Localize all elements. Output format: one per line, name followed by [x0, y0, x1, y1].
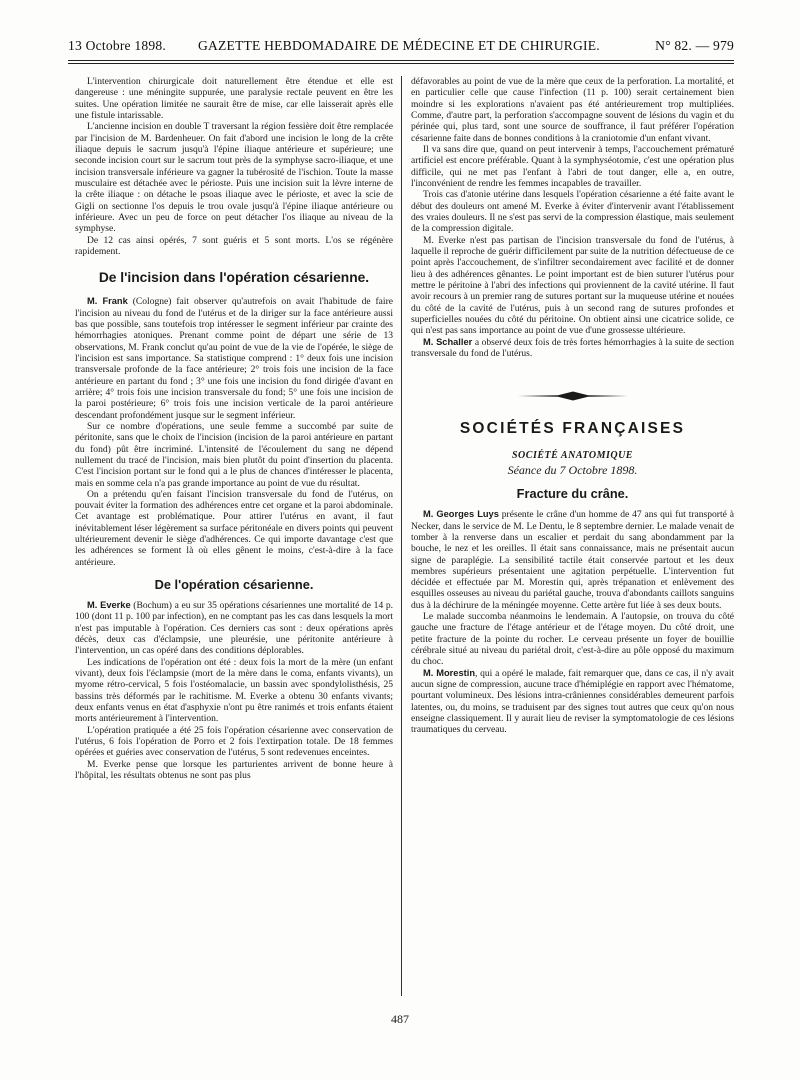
society-name: SOCIÉTÉ ANATOMIQUE: [512, 449, 633, 461]
paragraph-schaller: [411, 337, 734, 360]
author-name: M. Everke: [87, 600, 131, 611]
author-name: M. Georges Luys: [423, 509, 499, 520]
section-title-societes: SOCIÉTÉS FRANÇAISES: [459, 420, 686, 438]
section-heading-fracture: Fracture du crâne.: [516, 486, 629, 502]
paragraph: Le malade succomba néanmoins le lendemain. A l'autopsie, on trouva du côté gauche une fracture de l'étage antérieur et de l'étage moyen. Du côté droit, une petite fracture de la pointe du rocher. Le cerveau présente un foyer de bouillie cérébrale situé au niveau du pariétal droit, c'est-à-dire au pôle opposé du maximum du choc.: [411, 611, 734, 668]
paragraph: M. Everke pense que lorsque les parturientes arrivent de bonne heure à l'hôpital, les résultats obtenus ne sont pas plus: [75, 758, 393, 782]
paragraph: défavorables au point de vue de la mère que ceux de la perforation. La mortalité, et en particulier celle que cause l'infection (11 p. 100) serait certainement bien moindre si les explorations n'avaient pas été antérieurement trop multipliées. Comme, d'autre part, la perforation s'accompagne souvent de lésions du vagin et du périnée qui, plus tard, sont une source de souffrance, il faut préférer l'opération césarienne faite dans de bonnes conditions à la craniotomie d'un enfant vivant.: [411, 76, 734, 144]
issue-date: 13 Octobre 1898.: [68, 38, 166, 53]
right-column: [411, 76, 734, 1034]
paragraph-text: présente le crâne d'un homme de 47 ans qui fut transporté à Necker, dans le service de M. Le Dentu, le 8 septembre dernier. Le malade venait de tomber à la renverse dans un escalier et perdait du sang abondamment par la bouche, le nez et les oreilles. Il était sans connaissance, mais ne présentait aucun signe de paraplégie. La sensibilité tactile était conservée partout et les deux membres supérieurs présentaient une agitation perpétuelle. L'intervention fut décidée et effectuée par M. Morestin qui, après trépanation et enlèvement des esquilles osseuses au niveau du pariétal gauche, trouva d'abondants caillots sanguins dus à la déchirure de la méningée moyenne. Cette artère fut liée à ses deux bouts.: [411, 509, 734, 611]
section-heading-cesarienne: De l'opération césarienne.: [154, 577, 314, 593]
paragraph: On a prétendu qu'en faisant l'incision transversale du fond de l'utérus, on pouvait éviter la formation des adhérences entre cet organe et la paroi abdominale. Cet avantage est problématique. Pour attirer l'utérus en avant, il faut inévitablement léser légèrement sa surface péritonéale en divers points qui peuvent ultérieurement devenir le siège d'adhérences. Ce qui importe davantage c'est que les adhérences se forment là où elles gênent le moins, c'est-à-dire à la face antérieure.: [75, 488, 393, 568]
paragraph: M. Everke n'est pas partisan de l'incision transversale du fond de l'utérus, à laquelle il reproche de guérir difficilement par suite de la nutrition défectueuse de ce point après l'accouchement, de s'infiltrer secondairement avec facilité et de donner lieu à des adhérences gênantes. Le point important est de bien suturer l'utérus pour mettre le péritoine à l'abri des infections qui proviennent de la cavité utérine. Il faut avoir recours à un premier rang de sutures portant sur la muqueuse utérine et nouées du côté de la cavité de l'utérus, puis à un second rang de sutures profondes et superficielles nouées du côté du péritoine. On obtient ainsi une cicatrice solide, ce qui n'est pas sans importance au point de vue d'une grossesse ultérieure.: [411, 234, 734, 337]
paragraph: Il va sans dire que, quand on peut intervenir à temps, l'accouchement prématuré artificiel est encore préférable. Quant à la symphyséotomie, c'est une opération plus difficile, qui ne met pas l'enfant à l'abri de tout danger, elle a, en outre, l'inconvénient de rendre les femmes incapables de travailler.: [411, 143, 734, 189]
paragraph: L'intervention chirurgicale doit naturellement être étendue et elle est dangereuse : une méningite suppurée, une paralysie rectale peuvent en être les suites. Une opération limitée ne saurait être de mise, car elle laisserait après elle une fistule intarissable.: [75, 76, 393, 121]
paragraph: Les indications de l'opération ont été : deux fois la mort de la mère (un enfant vivant), deux fois l'éclampsie (mort de la mère dans le coma, enfants vivants), un myome rétro-cervical, 5 fois l'ostéomalacie, un bassin avec spondylolisthésis, 25 bassins très déformés par le rachitisme. M. Everke a obtenu 30 enfants vivants; deux enfants venus en état d'asphyxie n'ont pu être ranimés et trois enfants étaient morts antérieurement à l'intervention.: [75, 656, 393, 725]
paragraph-morestin: [411, 668, 734, 736]
issue-number: N° 82. — 979: [655, 38, 734, 53]
author-name: M. Schaller: [423, 336, 473, 347]
author-name: M. Frank: [87, 296, 128, 307]
paragraph: Trois cas d'atonie utérine dans lesquels l'opération césarienne a été faite avant le début des douleurs ont amené M. Everke à éviter d'intervenir avant l'établissement des vraies douleurs. Il ne s'est pas servi de la compression élastique, mais seulement de la compression digitale.: [411, 189, 734, 235]
ornament-divider-icon: [518, 391, 628, 401]
paragraph-text: (Bochum) a eu sur 35 opérations césariennes une mortalité de 14 p. 100 (dont 11 p. 100 par infection), en ne comptant pas les cas dans lesquels la mort n'est pas imputable à l'opération. Ces derniers cas sont : deux opérations après décès, deux cas d'éclampsie, une pleurésie, une péritonite antérieure à l'intervention, un cas opéré dans des conditions déplorables.: [75, 600, 393, 657]
paragraph-text: (Cologne) fait observer qu'autrefois on avait l'habitude de faire l'incision au niveau du fond de l'utérus et de la diriger sur la face antérieure aussi bas que possible, sans toutefois trop intéresser le segment inférieur par crainte des hémorrhagies atoniques. Prenant comme point de départ une série de 13 observations, M. Frank conclut qu'au point de vue de la vie de l'opérée, le siège de l'incision est sans importance. Sa statistique comprend : 1° deux fois une incision transversale profonde de la face antérieure; 2° trois fois une incision de la face antérieure en partant du fond ; 3° une fois une incision du fond dirigée d'avant en arrière; 4° trois fois une incision transversale du fond; 5° une fois une incision de la paroi postérieure; 6° trois fois une incision verticale de la paroi antérieure descendant profondément jusque sur le segment inférieur.: [75, 296, 393, 421]
paragraph: Sur ce nombre d'opérations, une seule femme a succombé par suite de péritonite, sans que le choix de l'incision (incision de la paroi antérieure en partant du fond) pût être incriminé. L'intensité de l'écoulement du sang ne dépend nullement du tracé de l'incision, mais bien plutôt du point d'insertion du placenta. C'est l'incision portant sur le fond qui a le plus de chances d'intéresser le placenta, mais en somme cela n'a pas grande importance au point de vue du résultat.: [75, 420, 393, 489]
column-divider: [401, 76, 402, 996]
page-number: 487: [391, 1012, 409, 1026]
journal-title: GAZETTE HEBDOMADAIRE DE MÉDECINE ET DE CHIRURGIE.: [198, 38, 600, 53]
header-rule-bottom: [68, 63, 734, 64]
paragraph-text: , qui a opéré le malade, fait remarquer que, dans ce cas, il n'y avait aucun signe de compression, aucune trace d'hémiplégie en rapport avec l'hématome, pourtant volumineux. Des lésions intra-crâniennes considérables demeurent parfois latentes, ou, du moins, se traduisent par des signes tout autres que ceux qu'on nous enseigne classiquement. Il y aurait lieu de reviser la symptomatologie de ces lésions traumatiques du cerveau.: [411, 667, 734, 736]
section-heading-incision: De l'incision dans l'opération césarienne.: [98, 270, 370, 286]
paragraph-everke: [75, 600, 393, 657]
paragraph: De 12 cas ainsi opérés, 7 sont guéris et 5 sont morts. L'os se régénère rapidement.: [75, 234, 393, 257]
session-date: Séance du 7 Octobre 1898.: [507, 462, 638, 477]
paragraph-text: a observé deux fois de très fortes hémorrhagies à la suite de section transversale du fond de l'utérus.: [411, 336, 734, 359]
author-name: M. Morestin: [423, 667, 476, 678]
paragraph: L'opération pratiquée a été 25 fois l'opération césarienne avec conservation de l'utérus, 6 fois l'opération de Porro et 2 fois l'extirpation totale. De 18 femmes opérées et guéries avec conservation de l'utérus, 5 sont redevenues enceintes.: [75, 724, 393, 759]
paragraph-luys: [411, 509, 734, 611]
left-column: [75, 76, 393, 1034]
header-rule-top: [68, 60, 734, 61]
paragraph: L'ancienne incision en double T traversant la région fessière doit être remplacée par l'incision de M. Bardenheuer. On fait d'abord une incision le long de la crête iliaque depuis le sacrum jusqu'à l'épine iliaque antérieure et supérieure; une seconde incision court sur le sacrum tout près de la symphyse sacro-iliaque, et une incision transversale inférieure va gagner la tubérosité de l'ischion. Toute la masse musculaire est détachée avec le périoste. Puis une incision suit la lèvre interne de la crête iliaque : on détache le psoas iliaque avec le périoste, et avec la scie de Gigli on sectionne l'os depuis le trou ovale jusqu'à l'épine iliaque antérieure ou inférieure. Avec un peu de force on peut détacher l'os iliaque au niveau de la symphyse.: [75, 121, 393, 235]
paragraph-frank: [75, 296, 393, 421]
